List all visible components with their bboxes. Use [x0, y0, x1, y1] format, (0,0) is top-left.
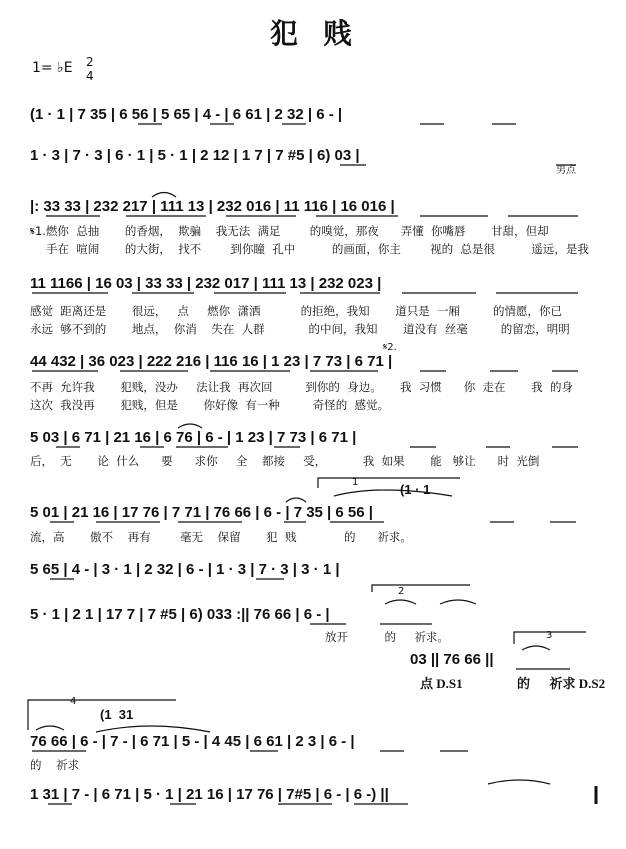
- lyric-line-6: 这次 我没再 犯贱，但是 你好像 有一种 奇怪的 感觉。: [30, 398, 390, 412]
- score-row-8: 5 65 | 4 - | 3 · 1 | 2 32 | 6 - | 1 · 3 | 7 · 3 | 3 · 1 |: [30, 561, 340, 578]
- lyric-line-7: 后， 无 论 什么 要 求你 全 都接 受， 我 如果 能 够让 时 光倒: [30, 454, 540, 468]
- score-row-3: |: 33 33 | 232 217 | 111 13 | 232 016 | 11 116 | 16 016 |: [30, 198, 395, 215]
- annotation-nan-dian: 男点: [556, 165, 576, 176]
- score-row-4: 11 1166 | 16 03 | 33 33 | 232 017 | 111 13 | 232 023 |: [30, 275, 382, 292]
- score-row-12: 1 31 | 7 - | 6 71 | 5 · 1 | 21 16 | 17 76 | 7#5 | 6 - | 6 -) ||: [30, 786, 389, 803]
- paren-repeat-1: (1 · 1: [400, 482, 431, 497]
- lyric-line-2: 手在 喧闹 的大街， 找不 到你瞳 孔中 的画面，你主 视的 总是很 遥远，是我: [46, 242, 589, 256]
- ds1-label: 点 D.S1: [420, 676, 463, 691]
- ds2-label: 的 祈求 D.S2: [517, 676, 606, 691]
- lyric-line-9: 放开 的 祈求。: [325, 630, 449, 644]
- score-row-2: 1 · 3 | 7 · 3 | 6 · 1 | 5 · 1 | 2 12 | 1 7 | 7 #5 | 6) 03 |: [30, 147, 360, 164]
- score-row-1: (1 · 1 | 7 35 | 6 56 | 5 65 | 4 - | 6 61 | 2 32 | 6 - |: [30, 106, 343, 123]
- time-signature-bottom: 4: [86, 69, 94, 83]
- volta-4-number: 4: [70, 696, 77, 707]
- volta-1-number: 1: [352, 477, 359, 488]
- score-row-10: 03 || 76 66 ||: [410, 651, 494, 668]
- song-title: 犯 贱: [270, 17, 354, 50]
- lyric-line-1: 𝄋1.燃你 总抽 的香烟， 欺骗 我无法 满足 的嗅觉，那夜 弄懂 你嘴唇 甘甜，但却: [30, 224, 549, 238]
- lyric-line-5: 不再 允许我 犯贱，没办 法让我 再次回 到你的 身边。: [30, 380, 382, 394]
- score-row-11: 76 66 | 6 - | 7 - | 6 71 | 5 - | 4 45 | 6 61 | 2 3 | 6 - |: [30, 733, 355, 750]
- paren-repeat-2: (1 31: [100, 707, 134, 722]
- time-signature-top: 2: [86, 55, 94, 69]
- lyric-line-8: 流，高 傲不 再有 毫无 保留 犯 贱 的 祈求。: [30, 530, 412, 544]
- score-row-9: 5 · 1 | 2 1 | 17 7 | 7 #5 | 6) 033 :|| 76 66 | 6 - |: [30, 606, 330, 623]
- lyric-line-3: 感觉 距离还是 很远， 点 燃你 潇洒 的拒绝，我知 道只是 一厢 的情愿，你已: [30, 304, 562, 318]
- annotation-segno-2: 𝄋2.: [383, 342, 397, 353]
- score-row-5: 44 432 | 36 023 | 222 216 | 116 16 | 1 23 | 7 73 | 6 71 |: [30, 353, 393, 370]
- lyric-line-5b: 我 习惯 你 走在 我 的身: [400, 380, 573, 394]
- score-row-7: 5 01 | 21 16 | 17 76 | 7 71 | 76 66 | 6 - | 7 35 | 6 56 |: [30, 504, 373, 521]
- volta-2-number: 2: [398, 586, 405, 597]
- score-row-6: 5 03 | 6 71 | 21 16 | 6 76 | 6 - | 1 23 | 7 73 | 6 71 |: [30, 429, 357, 446]
- key-signature: 1= ♭E: [32, 60, 73, 76]
- volta-3-number: 3: [546, 630, 553, 641]
- lyric-line-4: 永远 够不到的 地点， 你消 失在 人群 的中间，我知 道没有 丝毫 的留恋，明明: [30, 322, 570, 336]
- lyric-line-12: 的 祈求: [30, 758, 80, 772]
